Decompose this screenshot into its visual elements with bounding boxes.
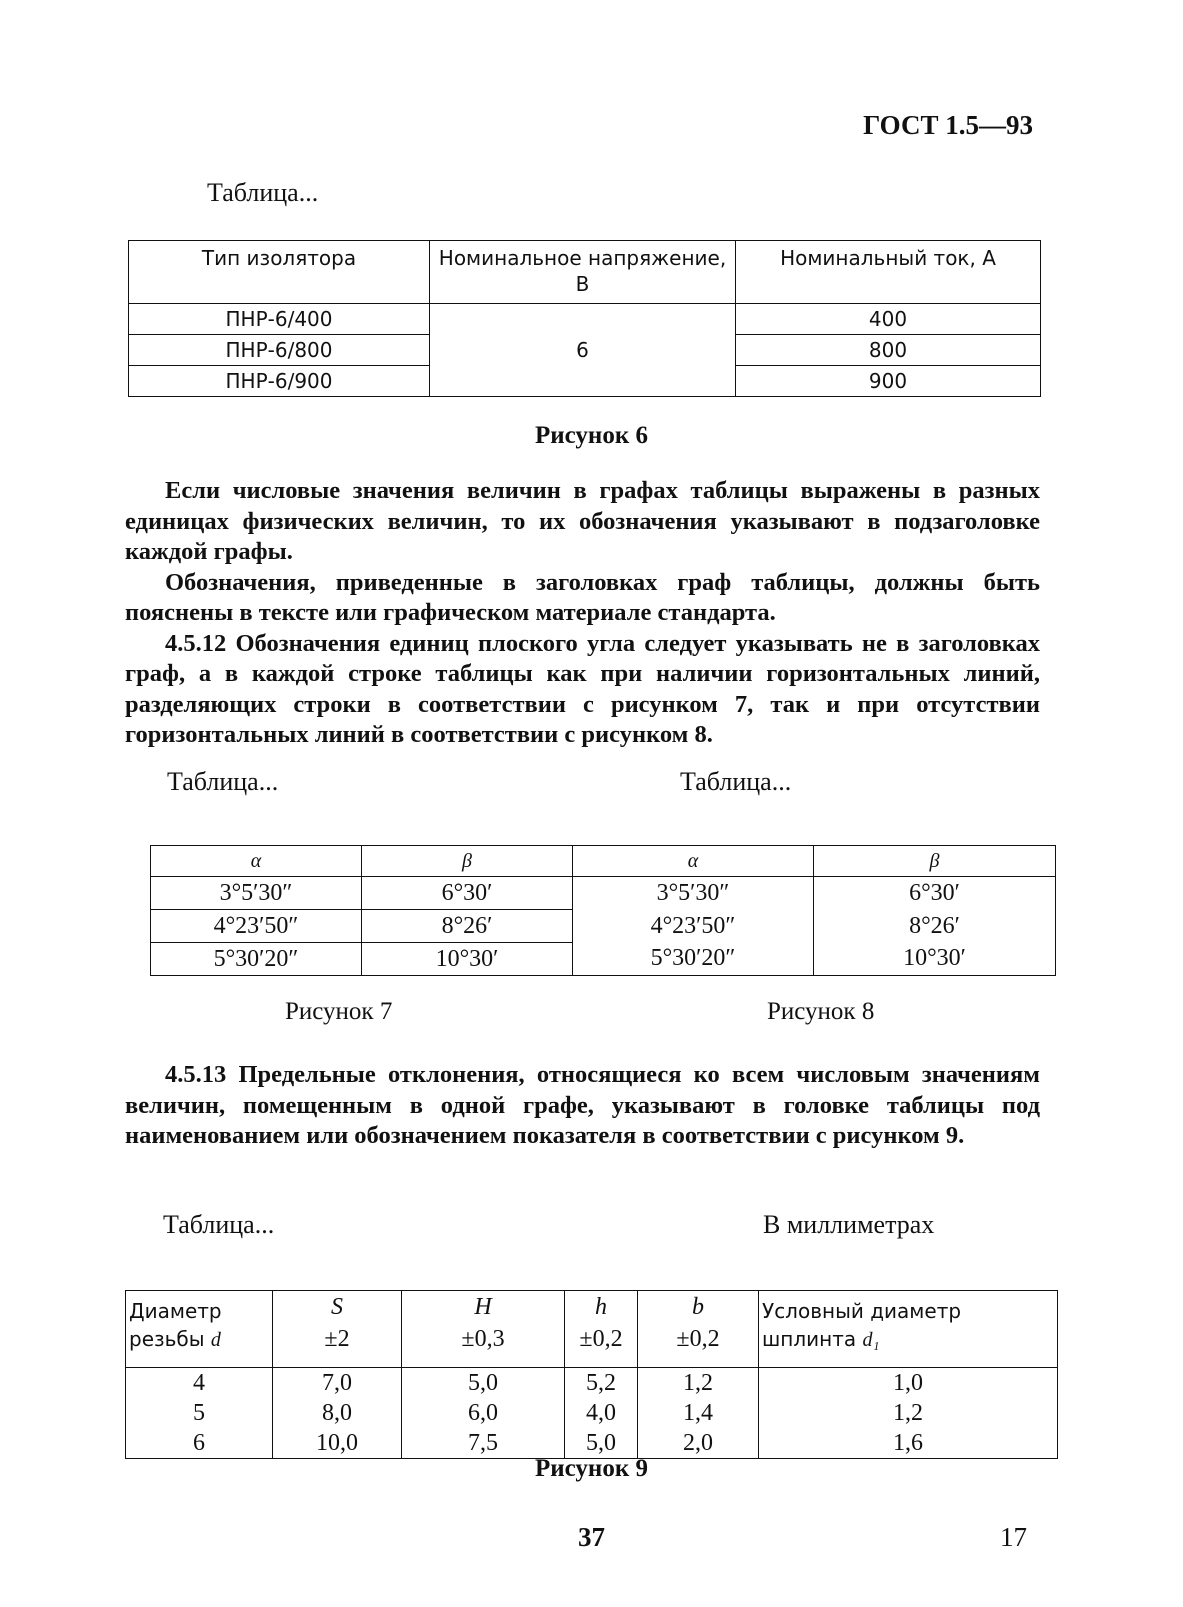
header-thread-diameter: Диаметр резьбы d bbox=[126, 1291, 273, 1368]
table-cell: 8,0 bbox=[273, 1398, 402, 1428]
table-cell: 6 bbox=[126, 1428, 273, 1459]
table-row bbox=[151, 943, 1056, 976]
table-cell: 5,0 bbox=[402, 1368, 565, 1399]
alpha-cell: 5°30′20″ bbox=[573, 943, 814, 976]
thread-table bbox=[125, 1290, 1058, 1459]
current-cell: 900 bbox=[736, 366, 1041, 397]
header-s: S ±2 bbox=[273, 1291, 402, 1368]
current-cell: 800 bbox=[736, 335, 1041, 366]
beta-cell: 8°26′ bbox=[362, 910, 573, 943]
header-cotter-diameter: Условный диаметр шплинта d₁ bbox=[759, 1291, 1058, 1368]
body-text-block-2 bbox=[125, 1060, 1040, 1152]
alpha-cell: 4°23′50″ bbox=[151, 910, 362, 943]
header-nominal-current: Номинальный ток, А bbox=[736, 241, 1041, 304]
insulator-type-cell: ПНР-6/400 bbox=[129, 304, 430, 335]
header-b: b ±0,2 bbox=[638, 1291, 759, 1368]
angle-table bbox=[150, 845, 1056, 976]
paragraph-2: Обозначения, приведенные в заголовках граф таблицы, должны быть пояснены в тексте или графическом материале стандарта. bbox=[125, 568, 1040, 626]
table-cell: 5 bbox=[126, 1398, 273, 1428]
beta-cell: 8°26′ bbox=[814, 910, 1056, 943]
page-number-center: 37 bbox=[578, 1522, 605, 1552]
header-nominal-voltage: Номинальное напряжение, В bbox=[430, 241, 736, 304]
current-cell: 400 bbox=[736, 304, 1041, 335]
table-cell: 1,0 bbox=[759, 1368, 1058, 1399]
document-header: ГОСТ 1.5—93 bbox=[863, 110, 1033, 140]
paragraph-4: 4.5.13 Предельные отклонения, относящиеся ко всем числовым значениям величин, помещенным в одной графе, указывают в головке таблицы под наименованием или обозначением показателя в соответствии с рисунком 9. bbox=[125, 1061, 1040, 1149]
figure6-caption: Рисунок 6 bbox=[534, 422, 648, 449]
table-row bbox=[126, 1428, 1058, 1459]
header-h-upper: H ±0,3 bbox=[402, 1291, 565, 1368]
table-cell: 4,0 bbox=[565, 1398, 638, 1428]
table-row bbox=[129, 304, 1041, 335]
figure9-caption: Рисунок 9 bbox=[534, 1455, 648, 1482]
header-h-lower: h ±0,2 bbox=[565, 1291, 638, 1368]
figure8-caption: Рисунок 8 bbox=[767, 998, 875, 1025]
table-cell: 1,4 bbox=[638, 1398, 759, 1428]
figure7-caption: Рисунок 7 bbox=[285, 998, 393, 1025]
table-row bbox=[126, 1368, 1058, 1399]
table-cell: 4 bbox=[126, 1368, 273, 1399]
beta-cell: 10°30′ bbox=[362, 943, 573, 976]
table3-units: В миллиметрах bbox=[763, 1210, 935, 1239]
header-alpha: α bbox=[151, 846, 362, 877]
paragraph-1: Если числовые значения величин в графах таблицы выражены в разных единицах физических величин, то их обозначения указывают в подзаголовке каждой графы. bbox=[125, 477, 1040, 565]
table-cell: 1,2 bbox=[638, 1368, 759, 1399]
table-cell: 1,6 bbox=[759, 1428, 1058, 1459]
alpha-cell: 4°23′50″ bbox=[573, 910, 814, 943]
table-cell: 5,2 bbox=[565, 1368, 638, 1399]
table-row bbox=[151, 910, 1056, 943]
paragraph-3: 4.5.12 Обозначения единиц плоского угла следует указывать не в заголовках граф, а в каждой строке таблицы как при наличии горизонтальных линий, разделяющих строки в соответствии с рисунком 7, так и при отсутствии горизонтальных линий в соответствии с рисунком 8. bbox=[125, 629, 1040, 748]
table1-caption: Таблица... bbox=[207, 178, 319, 207]
insulator-type-cell: ПНР-6/900 bbox=[129, 366, 430, 397]
header-beta: β bbox=[814, 846, 1056, 877]
table-cell: 6,0 bbox=[402, 1398, 565, 1428]
voltage-cell: 6 bbox=[430, 304, 736, 397]
insulator-table bbox=[128, 240, 1041, 397]
beta-cell: 10°30′ bbox=[814, 943, 1056, 976]
table-cell: 10,0 bbox=[273, 1428, 402, 1459]
alpha-cell: 3°5′30″ bbox=[151, 877, 362, 910]
body-text-block bbox=[125, 476, 1040, 751]
table-cell: 5,0 bbox=[565, 1428, 638, 1459]
alpha-cell: 5°30′20″ bbox=[151, 943, 362, 976]
header-insulator-type: Тип изолятора bbox=[129, 241, 430, 304]
header-alpha: α bbox=[573, 846, 814, 877]
beta-cell: 6°30′ bbox=[814, 877, 1056, 910]
table-row bbox=[126, 1398, 1058, 1428]
insulator-type-cell: ПНР-6/800 bbox=[129, 335, 430, 366]
table2-caption-left: Таблица... bbox=[167, 767, 279, 796]
table-row bbox=[151, 877, 1056, 910]
beta-cell: 6°30′ bbox=[362, 877, 573, 910]
table-cell: 7,0 bbox=[273, 1368, 402, 1399]
alpha-cell: 3°5′30″ bbox=[573, 877, 814, 910]
page-number-right: 17 bbox=[1000, 1522, 1027, 1552]
table-cell: 1,2 bbox=[759, 1398, 1058, 1428]
table-cell: 7,5 bbox=[402, 1428, 565, 1459]
table2-caption-right: Таблица... bbox=[680, 767, 792, 796]
table3-caption: Таблица... bbox=[163, 1210, 275, 1239]
header-beta: β bbox=[362, 846, 573, 877]
table-cell: 2,0 bbox=[638, 1428, 759, 1459]
